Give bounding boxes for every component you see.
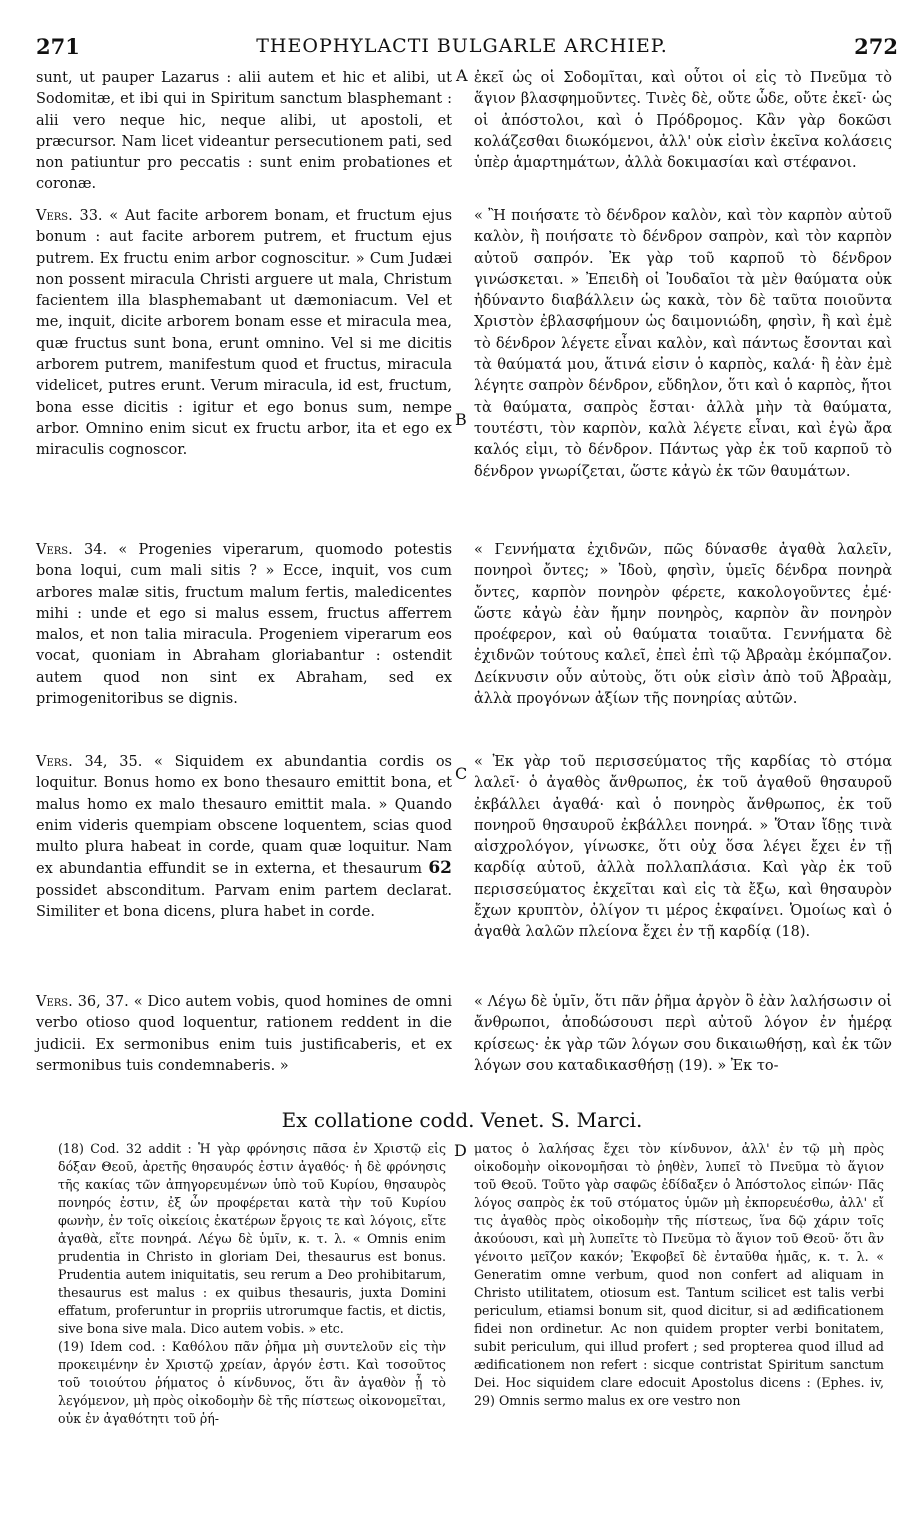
margin-marker-c: C <box>455 764 468 783</box>
greek-text: « Ἐκ γὰρ τοῦ περισσεύματος τῆς καρδίας τὸ στόμα λαλεῖ· ὁ ἀγαθὸς ἄνθρωπος, ἐκ τοῦ ἀγαθοῦ θησαυροῦ ἐκβάλλει ἀγαθά· καὶ ὁ πονηρὸς ἄνθρωπος, ἐκ τοῦ πονηροῦ θησαυροῦ ἐκβάλλει πονηρά. » Ὅταν ἴδῃς τινὰ αἰσχρολόγον, γίνωσκε, ὅτι οὐχ ὅσα λέγει ἔχει ἐν τῇ καρδίᾳ αὐτοῦ, ἀλλὰ πολλαπλάσια. Καὶ γὰρ ἐκ τοῦ περισσεύματος ἐκχεῖται καὶ εἰς τὰ ἔξω, καὶ θησαυρὸν ἔχων κρυπτὸν, ὀλίγον τι μέρος ἐκφαίνει. Ὁμοίως καὶ ὁ ἀγαθὰ λαλῶν πλείονα ἔχει ἐν τῇ καρδίᾳ (18). <box>474 754 892 941</box>
latin-text: possidet absconditum. Parvam enim partem declarat. Similiter et bona dicens, plura habet in corde. <box>36 882 452 921</box>
page-header <box>0 34 924 64</box>
latin-paragraph-1 <box>36 68 452 196</box>
page-number-right: 272 <box>854 34 898 59</box>
greek-text: « Ἢ ποιήσατε τὸ δένδρον καλὸν, καὶ τὸν καρπὸν αὐτοῦ καλὸν, ἢ ποιήσατε τὸ δένδρον σαπρὸν, καὶ τὸν καρπὸν αὐτοῦ σαπρόν. Ἐκ γὰρ τοῦ καρποῦ τὸ δένδρον γινώσκεται. » Ἐπειδὴ οἱ Ἰουδαῖοι τὰ μὲν θαύματα οὐκ ἠδύναντο διαβάλλειν ὡς κακὰ, τὸν δὲ ταῦτα ποιοῦντα Χριστὸν ἐβλασφήμουν ὡς δαιμονιώδη, φησὶν, ἢ καὶ ἐμὲ τὸ δένδρον λέγετε εἶναι καλὸν, καὶ πάντως ἔσονται καὶ τὰ θαύματά μου, ἅτινά εἰσιν ὁ καρπὸς, καλά· ἢ ἐὰν ἐμὲ λέγητε σαπρὸν δένδρον, εὔδηλον, ὅτι καὶ ὁ καρπὸς, ἤτοι τὰ θαύματα, σαπρὸς ἔσται· ἀλλὰ μὴν τὰ θαύματα, τουτέστι, τὸν καρπὸν, καλὰ λέγετε εἶναι, καὶ ἐγὼ ἄρα καλός εἰμι, τὸ δένδρον. Πάντως γὰρ ἐκ τοῦ καρποῦ τὸ δένδρον γνωρίζεται, ὥστε κἀγὼ ἐκ τῶν θαυμάτων. <box>474 208 892 480</box>
greek-paragraph-4 <box>474 752 892 944</box>
footnote-19: (19) Idem cod. : Καθόλου πᾶν ῥῆμα μὴ συντελοῦν εἰς τὴν προκειμένην ἐν Χριστῷ χρείαν, ἀργόν ἐστι. Καὶ τοσοῦτος τοῦ τοιούτου ῥήματος ὁ κίνδυνος, ὅτι ἂν ἀγαθὸν ᾖ τὸ λεγόμενον, μὴ πρὸς οἰκοδομὴν δὲ τῆς πίστεως οἰκονομεῖται, οὐκ ἐν ἀγαθότητι τοῦ ῥή- <box>58 1339 446 1426</box>
margin-marker-b: B <box>455 410 467 429</box>
latin-paragraph-4 <box>36 752 452 923</box>
greek-paragraph-3 <box>474 540 892 710</box>
margin-marker-d: D <box>454 1141 467 1160</box>
greek-paragraph-1 <box>474 68 892 174</box>
greek-text: « Γεννήματα ἐχιδνῶν, πῶς δύνασθε ἀγαθὰ λαλεῖν, πονηροὶ ὄντες; » Ἰδοὺ, φησὶν, ὑμεῖς δένδρα πονηρὰ ὄντες, καρπὸν πονηρὸν φέρετε, κακολογοῦντες ἐμέ· ὥστε κἀγὼ ἐὰν ἤμην πονηρὸς, καρπὸν ἂν πονηρὸν προέφερον, καὶ οὐ θαύματα τοιαῦτα. Γεννήματα δὲ ἐχιδνῶν τούτους καλεῖ, ἐπεὶ ἐπὶ τῷ Ἀβραὰμ ἐκόμπαζον. Δείκνυσιν οὖν αὐτοὺς, ὅτι οὐκ εἰσὶν ἀπὸ τοῦ Ἀβραὰμ, ἀλλὰ προγόνων ἀξίων τῆς πονηρίας αὐτῶν. <box>474 542 892 708</box>
latin-text: « Siquidem ex abundantia cordis os loquitur. Bonus homo ex bono thesauro emittit bona, et malus homo ex malo thesauro emittit mala. » Quando enim videris quempiam obscene loquentem, scias quod multo plura habeat in corde, quam quæ loquitur. Nam ex abundantia effundit se in externa, et thesaurum <box>36 754 452 878</box>
latin-text: « Progenies viperarum, quomodo potestis bona loqui, cum mali sitis ? » Ecce, inquit, vos cum arbores malæ sitis, fructum malum fertis, maledicentes mihi : unde et ego si malus essem, fructus afferrem malos, et non talia miracula. Progeniem viperarum eos vocat, quoniam in Abraham gloriabantur : ostendit autem quod non sint ex Abraham, sed ex primogenitoribus se dignis. <box>36 542 453 708</box>
verse-label: Vers. 33. <box>36 208 103 224</box>
latin-paragraph-3 <box>36 540 452 710</box>
page-number-left: 271 <box>36 34 80 59</box>
section-title: Ex collatione codd. Venet. S. Marci. <box>281 1108 643 1132</box>
latin-text: sunt, ut pauper Lazarus : alii autem et hic et alibi, ut Sodomitæ, et ibi qui in Spiritum sanctum blasphemant : alii vero neque hic, neque alibi, ut apostoli, et præcursor. Nam licet videantur persecutionem pati, sed non patiuntur pro peccatis : sunt enim probationes et coronæ. <box>36 70 452 193</box>
latin-text: « Aut facite arborem bonam, et fructum ejus bonum : aut facite arborem putrem, et fructum ejus putrem. Ex fructu enim arbor cognoscitur. » Cum Judæi non possent miracula Christi arguere ut mala, Christum facientem illa blasphemabant ut dæmoniacum. Vel et me, inquit, dicite arborem bonam esse et miracula mea, quæ fructus sunt bona, erunt omnino. Vel si me dicitis arborem putrem, manifestum quod et fructus, miracula videlicet, putres erunt. Verum miracula, id est, fructum, bona esse dicitis : igitur et ego bonus sum, nempe arbor. Omnino enim sicut ex fructu arbor, ita et ego ex miraculis cognoscor. <box>36 208 453 459</box>
footnotes-right <box>474 1140 884 1410</box>
greek-text: « Λέγω δὲ ὑμῖν, ὅτι πᾶν ῥῆμα ἀργὸν ὃ ἐὰν λαλήσωσιν οἱ ἄνθρωποι, ἀποδώσουσι περὶ αὐτοῦ λόγον ἐν ἡμέρᾳ κρίσεως· ἐκ γὰρ τῶν λόγων σου δικαιωθήσῃ, καὶ ἐκ τῶν λόγων σου καταδικασθήσῃ (19). » Ἐκ το- <box>474 994 892 1074</box>
verse-label: Vers. 34. <box>36 542 108 558</box>
greek-paragraph-5 <box>474 992 892 1077</box>
footnotes-left <box>58 1140 446 1428</box>
verse-label: Vers. 36, 37. <box>36 994 129 1010</box>
margin-marker-a: A <box>456 66 468 85</box>
verse-label: Vers. 34, 35. <box>36 754 143 770</box>
latin-paragraph-5 <box>36 992 452 1077</box>
running-title: THEOPHYLACTI BULGARLE ARCHIEP. <box>256 35 668 57</box>
footnote-18: (18) Cod. 32 addit : Ἡ γὰρ φρόνησις πᾶσα ἐν Χριστῷ εἰς δόξαν Θεοῦ, ἀρετῆς θησαυρός ἐστιν ἀγαθός· ἡ δὲ φρόνησις τῆς κακίας τῶν ἀπηγορευμένων ὑπὸ τοῦ Κυρίου, θησαυρὸς πονηρός ἐστιν, ἐξ ὧν προφέρεται κατὰ τὴν τοῦ Κυρίου φωνὴν, ἐν τοῖς οἰκείοις ἑκατέρων ἔργοις τε καὶ λόγοις, εἴτε ἀγαθὰ, εἴτε πονηρά. Λέγω δὲ ὑμῖν, κ. τ. λ. « Omnis enim prudentia in Christo in gloriam Dei, thesaurus est bonus. Prudentia autem iniquitatis, seu rerum a Deo prohibitarum, thesaurus est malus : ex quibus thesauris, juxta Domini effatum, proferuntur in propriis utrorumque factis, et dictis, sive bona sive mala. Dico autem vobis. » etc. <box>58 1141 446 1336</box>
latin-text: « Dico autem vobis, quod homines de omni verbo otioso quod loquentur, rationem reddent in die judicii. Ex sermonibus enim tuis justificaberis, et ex sermonibus tuis condemnaberis. » <box>36 994 452 1074</box>
greek-text: ἐκεῖ ὡς οἱ Σοδομῖται, καὶ οὗτοι οἱ εἰς τὸ Πνεῦμα τὸ ἅγιον βλασφημοῦντες. Τινὲς δὲ, οὔτε ὧδε, οὔτε ἐκεῖ· ὡς οἱ ἀπόστολοι, καὶ ὁ Πρόδρομος. Κἂν γὰρ δοκῶσι κολάζεσθαι διωκόμενοι, ἀλλ' οὐκ εἰσὶν ἐκεῖνα κολάσεις ὑπὲρ ἁμαρτημάτων, ἀλλὰ δοκιμασίαι καὶ στέφανοι. <box>474 70 892 172</box>
footnote-19-continued: ματος ὁ λαλήσας ἔχει τὸν κίνδυνον, ἀλλ' ἐν τῷ μὴ πρὸς οἰκοδομὴν οἰκονομῆσαι τὸ ῥηθὲν, λυπεῖ τὸ Πνεῦμα τὸ ἅγιον τοῦ Θεοῦ. Τοῦτο γὰρ σαφῶς ἐδίδαξεν ὁ Ἀπόστολος εἰπών· Πᾶς λόγος σαπρὸς ἐκ τοῦ στόματος ὑμῶν μὴ ἐκπορευέσθω, ἀλλ' εἴ τις ἀγαθὸς πρὸς οἰκοδομὴν τῆς πίστεως, ἵνα δῷ χάριν τοῖς ἀκούουσι, καὶ μὴ λυπεῖτε τὸ Πνεῦμα τὸ ἅγιον τοῦ Θεοῦ· ὅτι ἂν γένοιτο μεῖζον κακόν; Ἐκφοβεῖ δὲ ἐνταῦθα ἡμᾶς, κ. τ. λ. « Generatim omne verbum, quod non confert ad aliquam in Christo utilitatem, otiosum est. Tantum scilicet est talis verbi periculum, etiamsi bonum sit, quod dicitur, si ad ædificationem fidei non ordinetur. Ac non quidem propter verbi bonitatem, subit periculum, qui illud profert ; sed propterea quod illud ad ædificationem non refert : sicque contristat Spiritum sanctum Dei. Hoc siquidem clare edocuit Apostolus dicens : (Ephes. iv, 29) Omnis sermo malus ex ore vestro non <box>474 1141 884 1408</box>
greek-paragraph-2 <box>474 206 892 483</box>
folio-marker: 62 <box>428 858 452 879</box>
latin-paragraph-2 <box>36 206 452 462</box>
